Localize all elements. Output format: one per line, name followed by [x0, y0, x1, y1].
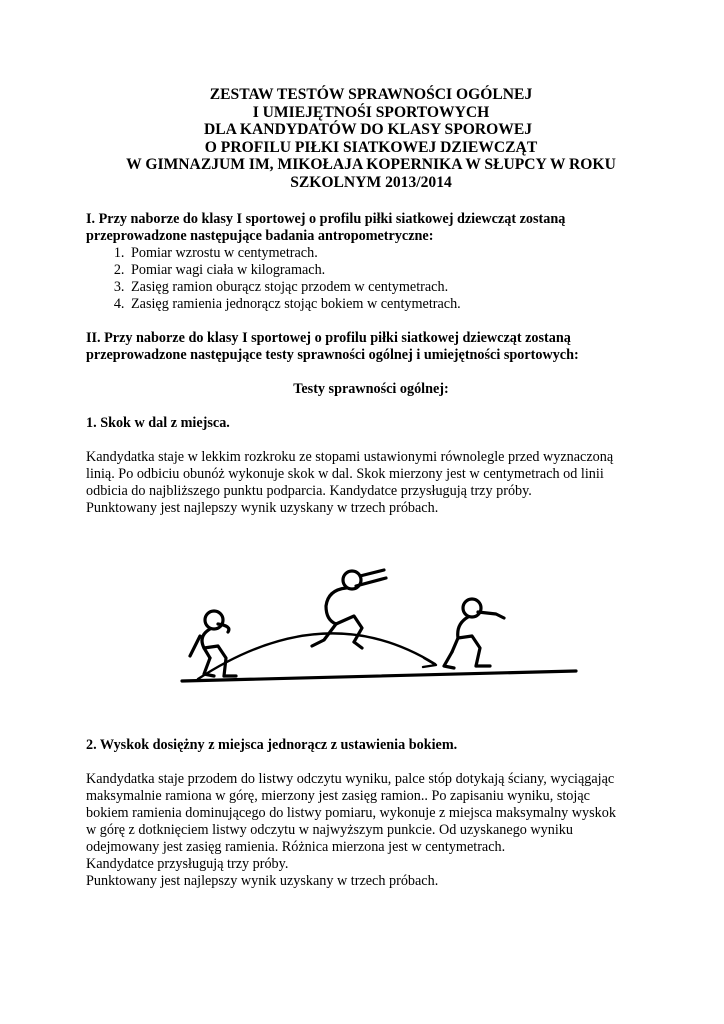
long-jump-illustration [140, 566, 580, 690]
document-page-continued [86, 737, 656, 890]
list-item: 3. Zasięg ramion oburącz stojąc przodem w centymetrach. [128, 279, 656, 296]
section-1-heading-line: przeprowadzone następujące badania antropometryczne: [86, 228, 434, 244]
list-item: 4. Zasięg ramienia jednorącz stojąc bokiem w centymetrach. [128, 296, 656, 313]
document-title [86, 86, 656, 191]
title-line: DLA KANDYDATÓW DO KLASY SPOROWEJ [203, 121, 533, 138]
text-line: Kandydatka staje w lekkim rozkroku ze stopami ustawionymi równolegle przed wyznaczoną [86, 449, 614, 465]
text-line: Kandydatka staje przodem do listwy odczytu wyniku, palce stóp dotykają ściany, wyciągając [86, 771, 615, 787]
text-line: Kandydatce przysługują trzy próby. [86, 856, 289, 872]
text-line: Punktowany jest najlepszy wynik uzyskany w trzech próbach. [86, 873, 439, 889]
ground-line [182, 671, 576, 681]
text-line: w górę z dotknięciem listwy odczytu w najwyższym punkcie. Od uzyskanego wyniku [86, 822, 573, 838]
list-item: 1. Pomiar wzrostu w centymetrach. [128, 245, 656, 262]
test-2-description [86, 771, 656, 890]
text-line: odejmowany jest zasięg ramienia. Różnica mierzona jest w centymetrach. [86, 839, 506, 855]
jumper-crouch-figure [190, 611, 236, 676]
section-1-heading-line: I. Przy naborze do klasy I sportowej o profilu piłki siatkowej dziewcząt zostaną [86, 211, 566, 227]
section-2-heading [86, 330, 656, 364]
jumper-landing-figure [444, 599, 504, 668]
section-2-heading-line: II. Przy naborze do klasy I sportowej o profilu piłki siatkowej dziewcząt zostaną [86, 330, 571, 346]
text-line: linią. Po odbiciu obunóż wykonuje skok w dal. Skok mierzony jest w centymetrach od linii [86, 466, 604, 482]
list-item: 2. Pomiar wagi ciała w kilogramach. [128, 262, 656, 279]
title-line: ZESTAW TESTÓW SPRAWNOŚCI OGÓLNEJ [209, 86, 533, 103]
anthropometric-list [86, 245, 656, 313]
test-2-heading: 2. Wyskok dosiężny z miejsca jednorącz z ustawienia bokiem. [86, 737, 458, 753]
general-fitness-subheading: Testy sprawności ogólnej: [293, 381, 449, 397]
text-line: maksymalnie ramiona w górę, mierzony jest zasięg ramion.. Po zapisaniu wyniku, stojąc [86, 788, 590, 804]
title-line: SZKOLNYM 2013/2014 [290, 173, 452, 191]
title-line: W GIMNAZJUM IM, MIKOŁAJA KOPERNIKA W SŁUPCY W ROKU [126, 156, 616, 173]
title-line: I UMIEJĘTNOŚI SPORTOWYCH [252, 103, 490, 121]
test-1-heading: 1. Skok w dal z miejsca. [86, 415, 230, 431]
section-1-heading [86, 211, 656, 245]
title-line: O PROFILU PIŁKI SIATKOWEJ DZIEWCZĄT [204, 138, 538, 156]
test-1-description [86, 449, 656, 517]
text-line: Punktowany jest najlepszy wynik uzyskany w trzech próbach. [86, 500, 439, 516]
text-line: bokiem ramienia dominującego do listwy pomiaru, wykonuje z miejsca maksymalny wyskok [86, 805, 616, 821]
section-2-heading-line: przeprowadzone następujące testy sprawności ogólnej i umiejętności sportowych: [86, 347, 579, 363]
text-line: odbicia do najbliższego punktu podparcia. Kandydatce przysługują trzy próby. [86, 483, 532, 499]
jump-trajectory [198, 633, 435, 679]
document-page [86, 86, 656, 517]
jumper-flight-figure [312, 570, 386, 648]
